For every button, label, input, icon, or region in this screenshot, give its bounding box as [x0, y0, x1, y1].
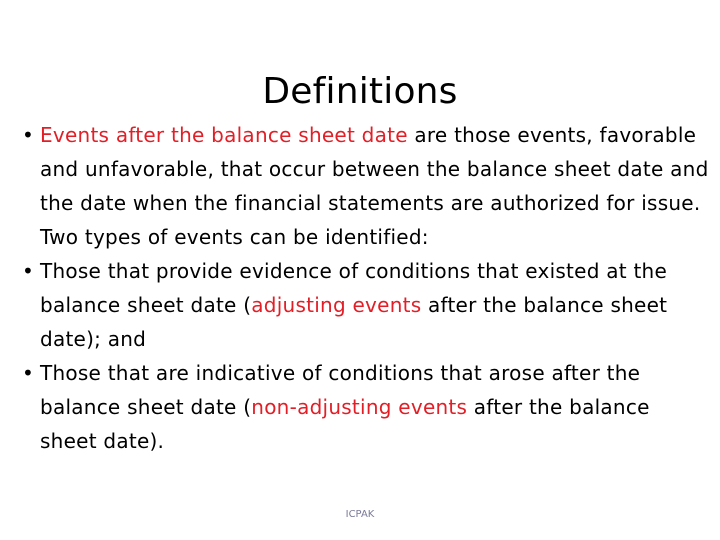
bullet-icon: •: [22, 259, 35, 283]
adjusting-text-after: after the balance sheet date); and: [40, 293, 668, 351]
bullet-list: [20, 118, 710, 458]
footer-label: ICPAK: [345, 509, 375, 520]
adjusting-text-before: Those that provide evidence of conditions that existed at the balance sheet date (: [40, 259, 668, 317]
term-events-after-balance-sheet-date: Events after the balance sheet date: [40, 123, 408, 147]
term-adjusting-events: adjusting events: [251, 293, 422, 317]
term-non-adjusting-events: non-adjusting events: [251, 395, 468, 419]
bullet-item-definition: [20, 118, 710, 254]
bullet-icon: •: [22, 361, 35, 385]
non-adjusting-text-after: after the balance sheet date).: [40, 395, 650, 453]
bullet-item-non-adjusting: [20, 356, 710, 458]
definition-text: are those events, favorable and unfavorable, that occur between the balance sheet date and the date when the financial statements are authorized for issue. Two types of events can be identified:: [40, 123, 709, 249]
bullet-item-adjusting: [20, 254, 710, 356]
bullet-icon: •: [22, 123, 35, 147]
slide-title: Definitions: [262, 71, 458, 113]
non-adjusting-text-before: Those that are indicative of conditions that arose after the balance sheet date (: [40, 361, 641, 419]
